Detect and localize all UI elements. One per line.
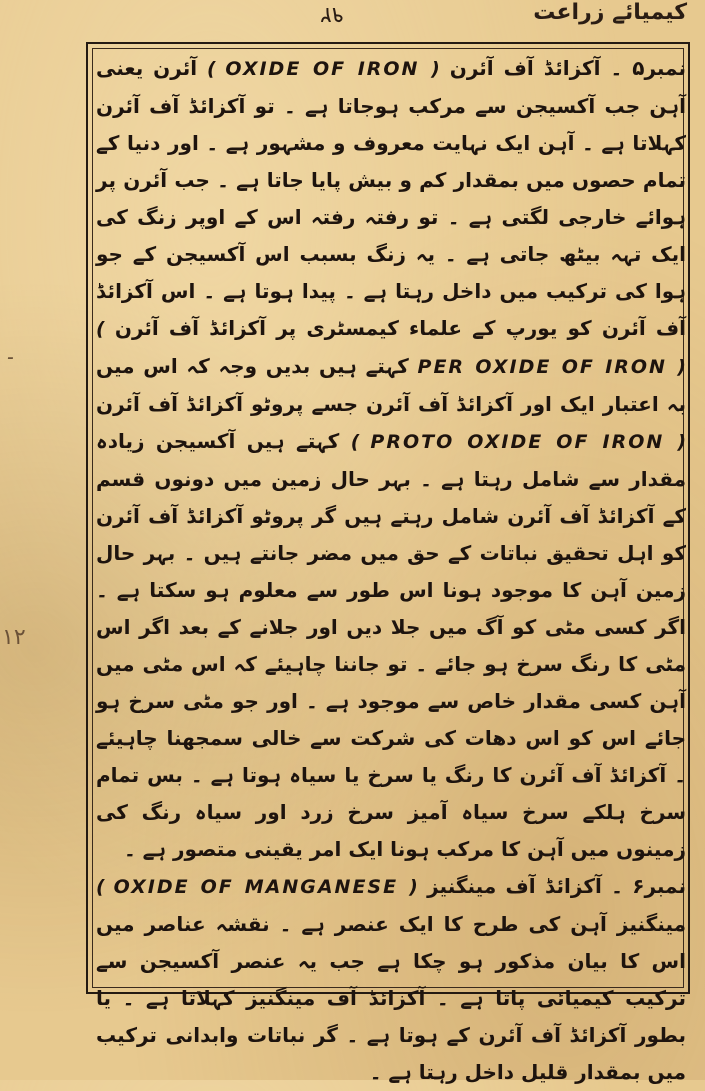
paragraph-text: آئرن یعنی آہن جب آکسیجن سے مرکب ہوجاتا ہے ۔ تو آکزائڈ آف آئرن کہلاتا ہے ۔ آہن ایک نہایت معروف و مشہور ہے ۔ اور دنیا کے تمام حصوں میں بمقدار کم و بیش پایا جاتا ہے ۔ جب آئرن پر ہوائے خارجی لگتی ہے ۔ تو رفتہ رفتہ اس کے اوپر زنگ کی ایک تہہ بیٹھ جاتی ہے ۔ یہ زنگ بسبب اس آکسیجن کے جو ہوا کی ترکیب میں داخل رہتا ہے ۔ پیدا ہوتا ہے ۔ اس آکزائڈ آف آئرن کو یورپ کے علماء کیمسٹری پر آکزائڈ آف آئرن [96, 56, 686, 340]
section-heading: نمبر۶ ۔ آکزائڈ آف مینگنیز [427, 874, 686, 898]
paragraph-oxide-of-iron [96, 50, 686, 868]
paragraph-text: کہتے ہیں آکسیجن زیادہ مقدار سے شامل رہتا ہے ۔ بہر حال زمین میں دونوں قسم کے آکزائڈ آف آئرن شامل رہتے ہیں گر پروٹو آکزائڈ آف آئرن کو اہل تحقیق نباتات کے حق میں مضر جانتے ہیں ۔ بہر حال زمین آہن کا موجود ہونا اس طور سے معلوم ہو سکتا ہے ۔ اگر کسی مٹی کو آگ میں جلا دیں اور جلانے کے بعد اگر اس مٹی کا رنگ سرخ ہو جائے ۔ تو جاننا چاہیئے کہ اس مٹی میں آہن کسی مقدار خاص سے موجود ہے ۔ اور جو مٹی سرخ ہو جائے اس کو اس دھات کی شرکت سے خالی سمجھنا چاہیئے ۔ آکزائڈ آف آئرن کا رنگ یا سرخ یا سیاہ ہوتا ہے ۔ بس تمام سرخ ہلکے سرخ سیاہ آمیز سرخ زرد اور سیاہ رنگ کی زمینوں میں آہن کا مرکب ہونا ایک امر یقینی متصور ہے ۔ [96, 429, 686, 861]
english-term: ( PER OXIDE OF IRON ) [96, 318, 686, 378]
margin-mark: ۔ [4, 340, 17, 365]
english-term: ( PROTO OXIDE OF IRON ) [350, 431, 686, 453]
paragraph-text: مینگنیز آہن کی طرح کا ایک عنصر ہے ۔ نقشہ عناصر میں اس کا بیان مذکور ہو چکا ہے جب یہ عنصر آکسیجن سے ترکیب کیمیائی پاتا ہے ۔ آکزائڈ آف مینگنیز کہلاتا ہے ۔ یا بطور آکزائڈ آف آئرن کے ہوتا ہے ۔ گر نباتات وابدانی ترکیب میں بمقدار قلیل داخل رہتا ہے ۔ [96, 912, 686, 1084]
running-head [0, 0, 705, 38]
margin-mark: ۱۲ [2, 625, 26, 650]
paragraph-text: کہتے ہیں بدیں وجہ کہ اس میں بہ اعتبار ایک اور آکزائڈ آف آئرن جسے پروٹو آکزائڈ آف آئرن [96, 354, 686, 416]
english-term: ( OXIDE OF MANGANESE ) [96, 876, 418, 898]
book-title: کیمیائے زراعت [533, 0, 687, 25]
section-heading: نمبر۵ ۔ آکزائڈ آف آئرن [449, 56, 686, 80]
page-number: ۹۲ [320, 2, 344, 27]
body-text [96, 50, 686, 1091]
english-term: ( OXIDE OF IRON ) [207, 58, 440, 80]
paragraph-oxide-of-manganese [96, 868, 686, 1091]
